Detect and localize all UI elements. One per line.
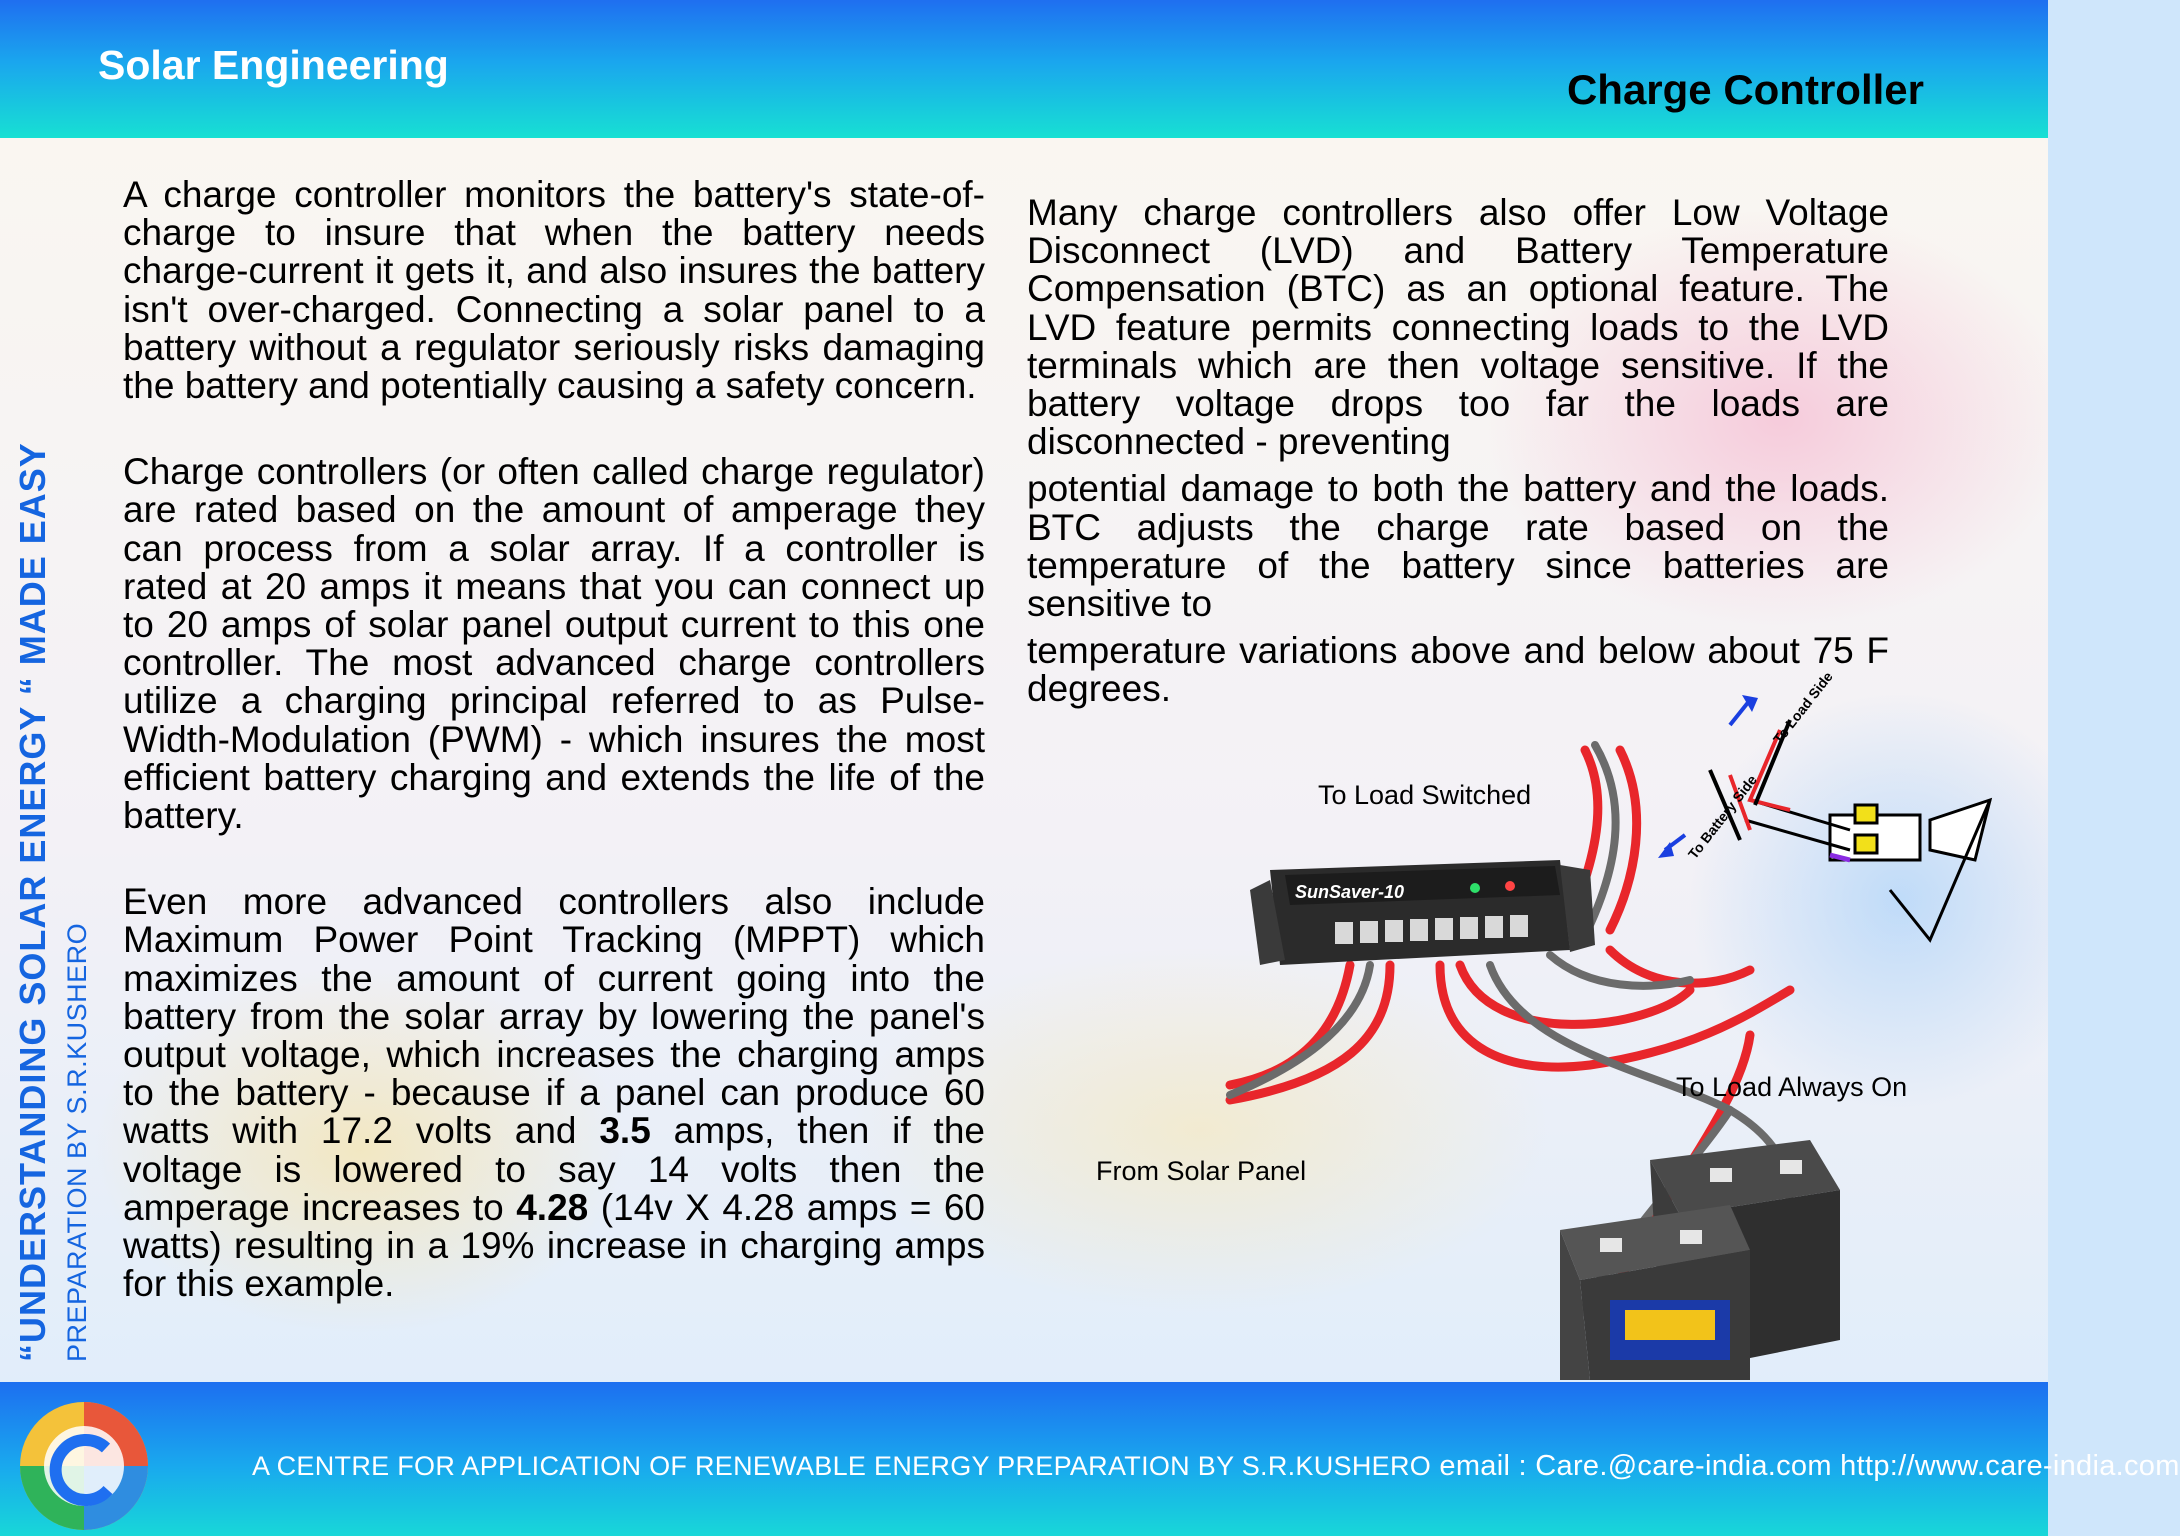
footer-contact: email : Care.@care-india.com http://www.care-india.com [1431,1450,2180,1482]
slide-title: Charge Controller [1566,66,1924,113]
footer-organization: A CENTRE FOR APPLICATION OF RENEWABLE ENERGY PREPARATION BY S.R.KUSHERO [252,1451,1432,1481]
paragraph-lvd: Many charge controllers also offer Low Voltage Disconnect (LVD) and Battery Temperature Compensation (BTC) as an optional feature. The LVD feature permits connecting loads to the LVD terminals which are then voltage sensitive. If the battery voltage drops too far the loads are disconnected - preventing [1027,192,1889,463]
paragraph-mppt: Even more advanced controllers also include Maximum Power Point Tracking (MPPT) which maximizes the amount of current going into the battery from the solar array by lowering the panel's output voltage, which increases the charging amps to the battery - because if a panel can produce 60 watts with 17.2 volts and 3.5 amps, then if the voltage is lowered to say 14 volts then the amperage increases to 4.28 (14v X 4.28 amps = 60 watts) resulting in a 19% increase in charging amps for this example. [123,881,985,1305]
footer-text [252,1450,2180,1483]
horn-load-icon [1710,720,1990,940]
side-banner-title: “UNDERSTANDING SOLAR ENERGY “ MADE EASY [12,442,53,1362]
horn-label-load-side: To Load Side [1769,668,1836,747]
paragraph-temperature: temperature variations above and below about 75 F degrees. [1027,630,1889,710]
horn-label-battery-side: To Battery Side [1684,771,1760,862]
paragraph-charge-controller: A charge controller monitors the battery's state-of-charge to insure that when the battery needs charge-current it gets it, and also insures the battery isn't over-charged. Connecting a solar panel to a battery without a regulator seriously risks damaging the battery and potentially causing a safety concern. [123,174,985,407]
left-column [123,176,985,1351]
bold-value-amps-increased: 4.28 [516,1186,589,1228]
right-column [1027,194,1889,718]
paragraph-btc: potential damage to both the battery and the loads. BTC adjusts the charge rate based on the temperature of the battery since batteries are sensitive to [1027,468,1889,625]
controller-brand-label: SunSaver-10 [1295,882,1405,902]
wiring-diagram [1090,668,2048,1380]
care-logo [16,1398,152,1534]
bold-value-amps: 3.5 [599,1110,651,1152]
course-title: Solar Engineering [98,42,449,88]
paragraph-pwm: Charge controllers (or often called charge regulator) are rated based on the amount of amperage they can process from a solar array. If a controller is rated at 20 amps it means that you can connect up to 20 amps of solar panel output current to this one controller. The most advanced charge controllers utilize a charging principal referred to as Pulse-Width-Modulation (PWM) - which insures the most efficient battery charging and extends the life of the battery. [123,451,985,837]
charge-controller-device [1250,860,1595,965]
side-banner-author: PREPARATION BY S.R.KUSHERO [62,922,92,1362]
label-to-load-always-on: To Load Always On [1676,1072,1908,1102]
battery-bank [1560,1140,1840,1380]
label-to-load-switched: To Load Switched [1318,780,1532,810]
label-from-solar-panel: From Solar Panel [1096,1156,1307,1186]
